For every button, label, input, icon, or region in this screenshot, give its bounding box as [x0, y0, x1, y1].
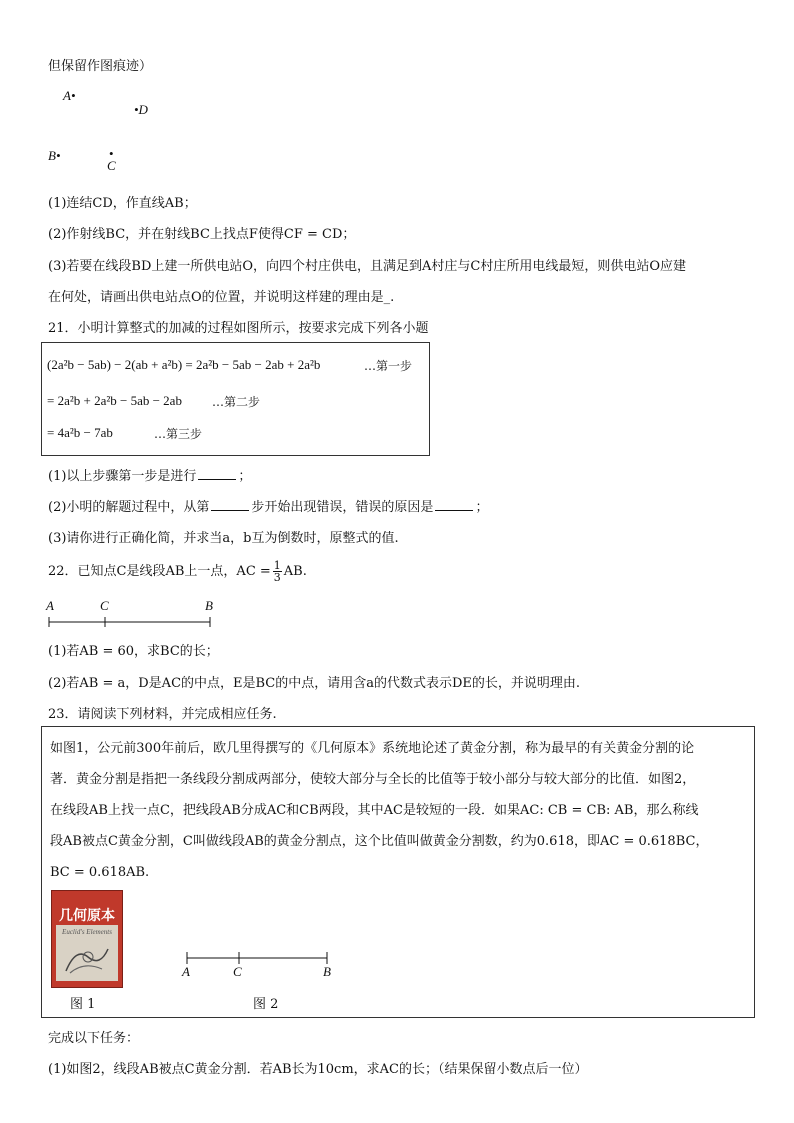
q20-step3a: (3)若要在线段BD上建一所供电站O，向四个村庄供电，且满足到A村庄与C村庄所用电线最短，则供电站O应建 — [48, 259, 687, 274]
book-sketch-icon — [62, 941, 112, 977]
q21-step1-tag: …第一步 — [364, 359, 413, 373]
q21-sub1 — [48, 465, 251, 484]
q22-label-a: A — [46, 598, 54, 613]
q21-sub2-text: (2)小明的解题过程中，从第 — [48, 500, 210, 515]
q23-task1: (1)如图2，线段AB被点C黄金分割．若AB长为10cm，求AC的长；（结果保留小数点后一位） — [48, 1062, 588, 1077]
fraction-numerator: 1 — [273, 559, 281, 572]
book-cover-image — [51, 890, 123, 988]
point-c-dot: • — [109, 146, 114, 161]
q23-title: 23．请阅读下列材料，并完成相应任务. — [48, 707, 277, 722]
q21-step1-expr: (2a²b − 5ab) − 2(ab + a²b) = 2a²b − 5ab − 2ab + 2a²b — [47, 357, 321, 372]
q20-step1: (1)连结CD，作直线AB； — [48, 196, 197, 211]
q22-title-end: AB. — [283, 564, 307, 579]
fraction-denominator: 3 — [273, 571, 281, 584]
q22-title — [48, 560, 307, 583]
q22-sub2: (2)若AB = a，D是AC的中点，E是BC的中点，请用含a的代数式表示DE的长，并说明理由. — [48, 676, 581, 691]
fig2-label-a: A — [182, 964, 190, 979]
q21-sub1-end: ； — [238, 469, 252, 484]
continued-text: 但保留作图痕迹） — [48, 59, 153, 74]
book-subtitle: Euclid's Elements — [62, 928, 112, 936]
book-title: 几何原本 — [59, 908, 115, 924]
q22-sub1: (1)若AB = 60，求BC的长； — [48, 644, 219, 659]
fig2-caption: 图 2 — [253, 997, 279, 1012]
material-line-1: 如图1，公元前300年前后，欧几里得撰写的《几何原本》系统地论述了黄金分割，称为最早的有关黄金分割的论 — [50, 741, 695, 756]
material-line-5: BC = 0.618AB. — [50, 865, 150, 880]
book-illustration-panel — [56, 925, 118, 981]
q23-task-heading: 完成以下任务： — [48, 1031, 140, 1046]
q21-sub2 — [48, 496, 488, 515]
golden-section-diagram — [185, 948, 335, 968]
point-a: A• — [63, 88, 76, 103]
material-line-3: 在线段AB上找一点C，把线段AB分成AC和CB两段，其中AC是较短的一段．如果AC: CB = CB: AB，那么称线 — [50, 803, 699, 818]
q21-sub1-text: (1)以上步骤第一步是进行 — [48, 469, 197, 484]
answer-blank — [198, 469, 236, 480]
q21-step2-tag: …第二步 — [212, 395, 261, 409]
answer-blank — [435, 500, 473, 511]
q20-step2: (2)作射线BC，并在射线BC上找点F使得CF = CD； — [48, 227, 356, 242]
q22-segment-diagram — [44, 598, 224, 632]
one-third-fraction — [273, 560, 282, 583]
q21-title: 21．小明计算整式的加减的过程如图所示，按要求完成下列各小题 — [48, 321, 429, 336]
fig2-label-b: B — [323, 964, 331, 979]
point-b: B• — [48, 148, 61, 163]
point-d: •D — [134, 102, 148, 117]
q21-sub2-end: ； — [475, 500, 489, 515]
q21-step2-expr: = 2a²b + 2a²b − 5ab − 2ab — [47, 393, 182, 408]
q23-material-text — [50, 733, 750, 888]
point-c: C — [107, 158, 116, 173]
q21-step3-tag: …第三步 — [154, 427, 203, 441]
q22-title-text: 22．已知点C是线段AB上一点，AC = — [48, 564, 271, 579]
fig1-caption: 图 1 — [70, 997, 96, 1012]
q21-work-box — [41, 342, 430, 456]
q21-sub2-mid: 步开始出现错误，错误的原因是 — [251, 500, 434, 515]
q22-label-b: B — [205, 598, 213, 613]
q20-step3b: 在何处，请画出供电站点O的位置，并说明这样建的理由是_. — [48, 290, 395, 305]
answer-blank — [211, 500, 249, 511]
q21-step3-expr: = 4a²b − 7ab — [47, 425, 113, 440]
material-line-2: 著．黄金分割是指把一条线段分割成两部分，使较大部分与全长的比值等于较小部分与较大部分的比值．如图2， — [50, 772, 696, 787]
q22-label-c: C — [100, 598, 109, 613]
q21-sub3: (3)请你进行正确化简，并求当a，b互为倒数时，原整式的值. — [48, 531, 399, 546]
material-line-4: 段AB被点C黄金分割，C叫做线段AB的黄金分割点，这个比值叫做黄金分割数，约为0.618，即AC = 0.618BC， — [50, 834, 709, 849]
fig2-label-c: C — [233, 964, 242, 979]
